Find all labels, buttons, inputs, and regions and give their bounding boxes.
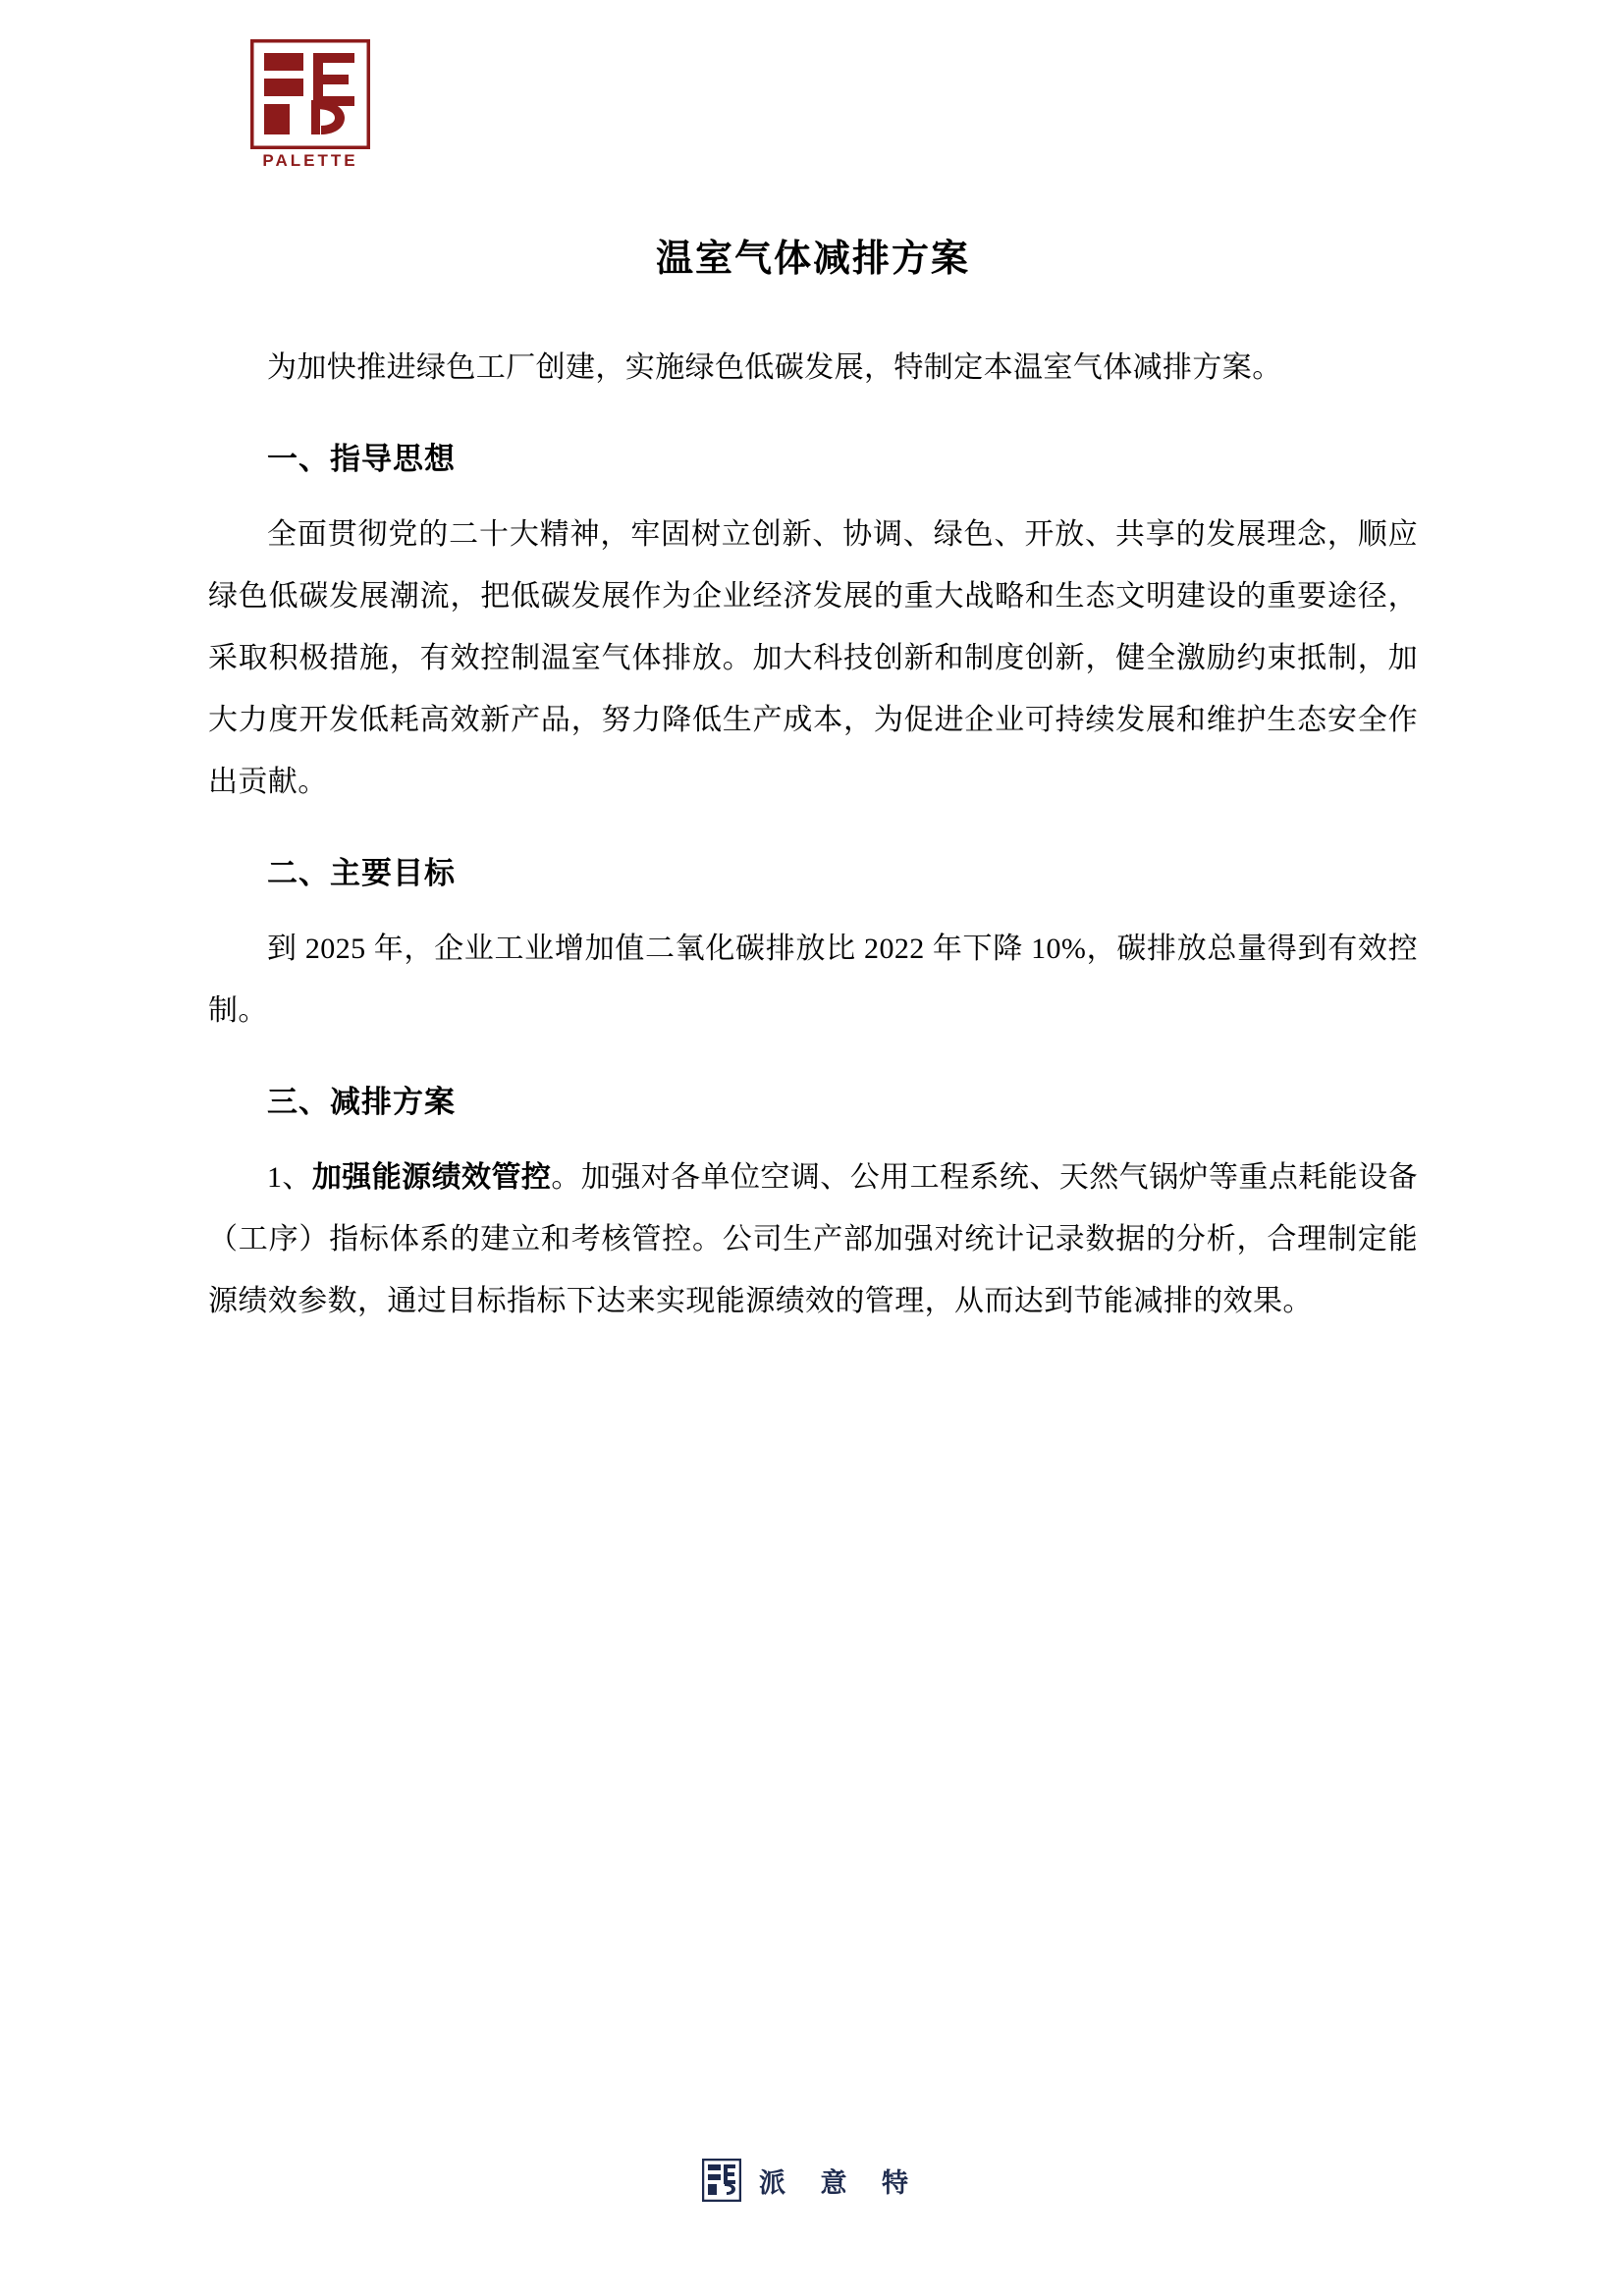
- section-body-2: 到 2025 年，企业工业增加值二氧化碳排放比 2022 年下降 10%，碳排放总量得到有效控制。: [208, 933, 1418, 1027]
- footer-brand: 派 意 特: [758, 2167, 922, 2198]
- section-body-3: [208, 1147, 1418, 1332]
- page-title: 温室气体减排方案: [655, 239, 970, 280]
- list-item-body: 。加强对各单位空调、公用工程系统、天然气锅炉等重点耗能设备（工序）指标体系的建立和考核管控。公司生产部加强对统计记录数据的分析，合理制定能源绩效参数，通过目标指标下达来实现能源绩效的管理，从而达到节能减排的效果。: [208, 1161, 1418, 1317]
- footer-seal-icon: [702, 2159, 741, 2202]
- list-item-lead: 加强能源绩效管控: [311, 1161, 552, 1194]
- document-content: [208, 228, 1418, 1358]
- list-item-number: 1、: [267, 1161, 312, 1194]
- intro-paragraph: 为加快推进绿色工厂创建，实施绿色低碳发展，特制定本温室气体减排方案。: [267, 351, 1282, 384]
- section-heading-3: 三、减排方案: [267, 1085, 456, 1119]
- company-logo: [250, 39, 417, 177]
- section-body-1: 全面贯彻党的二十大精神，牢固树立创新、协调、绿色、开放、共享的发展理念，顺应绿色低碳发展潮流，把低碳发展作为企业经济发展的重大战略和生态文明建设的重要途径，采取积极措施，有效控制温室气体排放。加大科技创新和制度创新，健全激励约束抵制，加大力度开发低耗高效新产品，努力降低生产成本，为促进企业可持续发展和维护生态安全作出贡献。: [208, 518, 1418, 798]
- logo-wordmark: PALETTE: [262, 151, 358, 170]
- section-heading-1: 一、指导思想: [267, 442, 456, 476]
- page-footer: [0, 2159, 1624, 2202]
- palette-seal-icon: [250, 39, 370, 149]
- section-heading-2: 二、主要目标: [267, 856, 456, 890]
